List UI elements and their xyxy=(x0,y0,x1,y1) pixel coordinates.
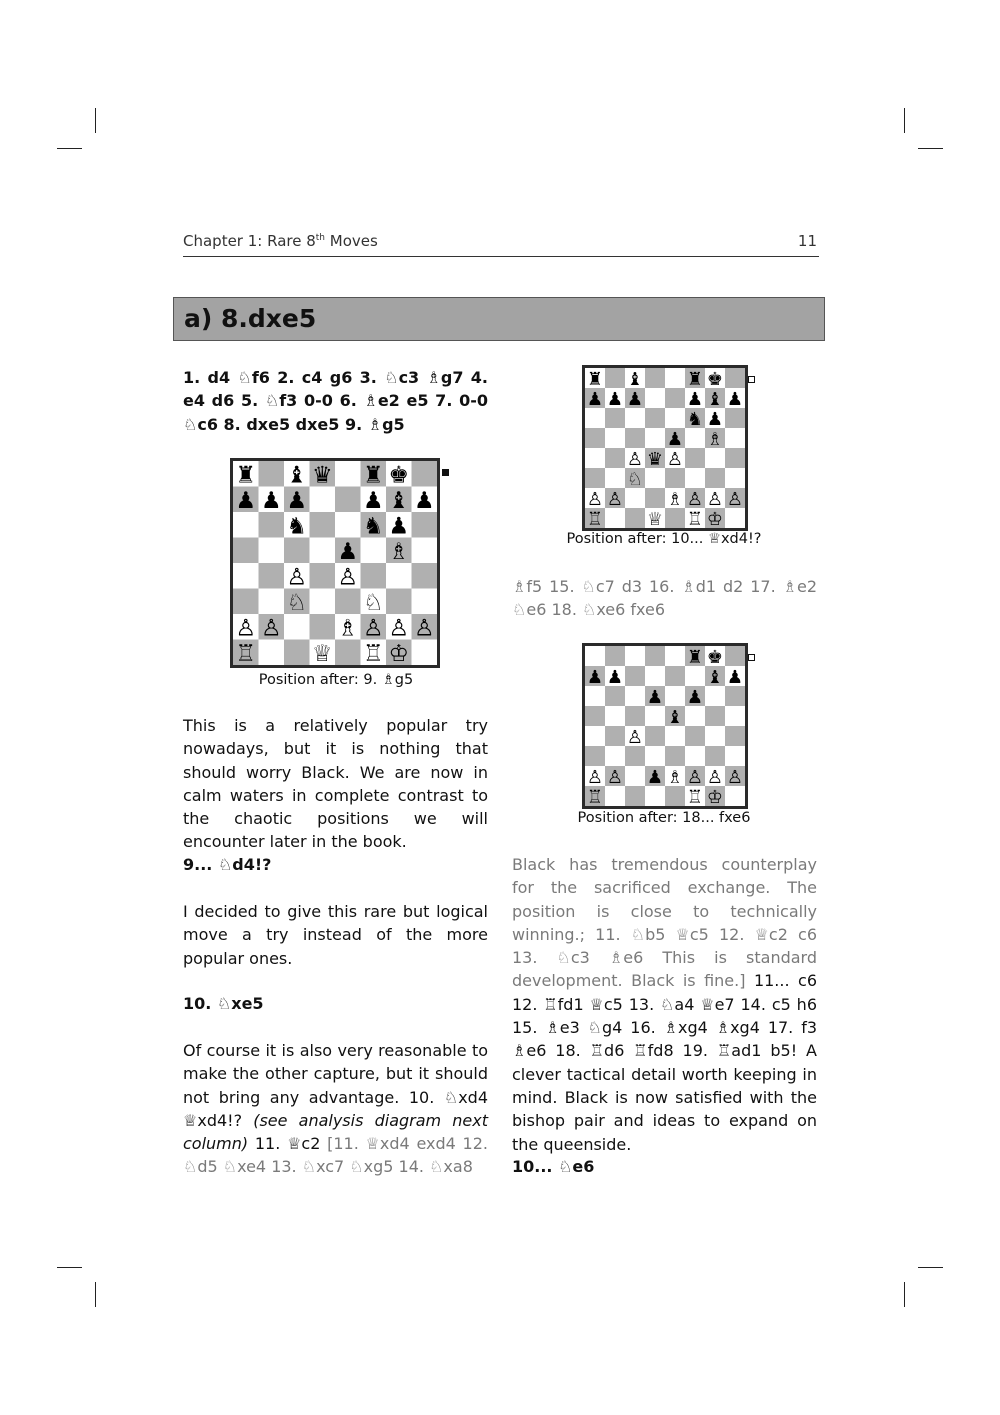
white-bishop-piece: ♗ xyxy=(388,538,410,565)
board-square xyxy=(233,563,259,589)
black-pawn-piece: ♟ xyxy=(260,487,282,514)
chess-diagram-2 xyxy=(582,365,748,531)
black-pawn-piece: ♟ xyxy=(646,766,664,788)
white-rook-piece: ♖ xyxy=(686,786,704,806)
board-square xyxy=(605,428,625,448)
white-knight-piece: ♘ xyxy=(626,468,644,490)
black-pawn-piece: ♟ xyxy=(413,487,435,514)
crop-mark xyxy=(57,1267,82,1268)
black-rook-piece: ♜ xyxy=(586,368,604,390)
white-rook-piece: ♖ xyxy=(362,640,384,665)
board-square xyxy=(605,686,625,706)
board-square xyxy=(665,726,685,746)
black-pawn-piece: ♟ xyxy=(337,538,359,565)
white-pawn-piece: ♙ xyxy=(686,488,704,510)
board-square xyxy=(605,786,625,806)
board-square xyxy=(259,589,285,615)
black-to-move-marker xyxy=(442,469,449,476)
board-square xyxy=(585,428,605,448)
white-rook-piece: ♖ xyxy=(586,508,604,528)
black-pawn-piece: ♟ xyxy=(586,388,604,410)
board-square xyxy=(685,448,705,468)
board-square xyxy=(605,646,625,666)
board-square xyxy=(310,538,336,564)
white-pawn-piece: ♙ xyxy=(726,488,744,510)
black-bishop-piece: ♝ xyxy=(706,666,724,688)
board-square xyxy=(259,640,285,666)
white-pawn-piece: ♙ xyxy=(606,766,624,788)
board-square xyxy=(645,408,665,428)
board-square xyxy=(259,461,285,487)
crop-mark xyxy=(95,108,96,133)
board-square xyxy=(685,726,705,746)
board-square xyxy=(665,468,685,488)
move-heading-10: 10. ♘xe5 xyxy=(183,994,264,1013)
black-pawn-piece: ♟ xyxy=(606,388,624,410)
diagram-caption-1: Position after: 9. ♗g5 xyxy=(258,672,414,688)
board-square xyxy=(725,706,745,726)
black-knight-piece: ♞ xyxy=(286,513,308,540)
crop-mark xyxy=(918,148,943,149)
board-square xyxy=(605,706,625,726)
board-square xyxy=(705,726,725,746)
board-square xyxy=(645,706,665,726)
crop-mark xyxy=(57,148,82,149)
white-rook-piece: ♖ xyxy=(586,786,604,806)
board-square xyxy=(645,666,665,686)
white-knight-piece: ♘ xyxy=(286,589,308,616)
board-square xyxy=(725,686,745,706)
board-square xyxy=(412,538,438,564)
board-square xyxy=(705,448,725,468)
move-heading-9: 9... ♘d4!? xyxy=(183,855,272,874)
board-square xyxy=(310,589,336,615)
black-pawn-piece: ♟ xyxy=(606,666,624,688)
board-square xyxy=(645,746,665,766)
white-rook-piece: ♖ xyxy=(686,508,704,528)
board-square xyxy=(259,512,285,538)
board-square xyxy=(725,428,745,448)
intro-moves: 1. d4 ♘f6 2. c4 g6 3. ♘c3 ♗g7 4. e4 d6 5. ♘f3 0-0 6. ♗e2 e5 7. 0-0 ♘c6 8. dxe5 dxe5 9. ♗g5 xyxy=(183,368,488,434)
board-square xyxy=(625,706,645,726)
board-square xyxy=(605,408,625,428)
white-pawn-piece: ♙ xyxy=(726,766,744,788)
analysis-variation: [11. ♕xd4 exd4 12. ♘d5 ♘xe4 13. ♘xc7 ♘xg5 14. ♘xa8 xyxy=(183,1134,488,1177)
white-king-piece: ♔ xyxy=(706,786,724,806)
board-square xyxy=(685,428,705,448)
board-square xyxy=(259,538,285,564)
board-square xyxy=(725,448,745,468)
board-square xyxy=(645,488,665,508)
black-rook-piece: ♜ xyxy=(686,368,704,390)
black-queen-piece: ♛ xyxy=(311,462,333,489)
board-square xyxy=(665,388,685,408)
white-bishop-piece: ♗ xyxy=(706,428,724,450)
black-rook-piece: ♜ xyxy=(235,462,257,489)
board-square xyxy=(284,614,310,640)
white-queen-piece: ♕ xyxy=(646,508,664,528)
board-square xyxy=(665,408,685,428)
board-square xyxy=(725,786,745,806)
board-square xyxy=(725,368,745,388)
section-title: a) 8.dxe5 xyxy=(184,304,317,333)
white-pawn-piece: ♙ xyxy=(337,564,359,591)
paragraph-move9: I decided to give this rare but logical move a try instead of the more popular ones. xyxy=(183,902,488,968)
black-queen-piece: ♛ xyxy=(646,448,664,470)
black-pawn-piece: ♟ xyxy=(686,388,704,410)
board-square xyxy=(665,508,685,528)
board-square xyxy=(645,388,665,408)
white-pawn-piece: ♙ xyxy=(666,448,684,470)
paragraph-intro: This is a relatively popular try nowadays, but it is nothing that should worry Black. We are now in calm waters in complete contrast to the chaotic positions we will encounter later in the book. xyxy=(183,716,488,852)
white-pawn-piece: ♙ xyxy=(388,615,410,642)
board-square xyxy=(310,512,336,538)
diagram-caption-2: Position after: 10... ♕xd4!? xyxy=(566,531,762,547)
board-square xyxy=(645,428,665,448)
board-square xyxy=(310,614,336,640)
board-square xyxy=(625,766,645,786)
black-knight-piece: ♞ xyxy=(686,408,704,430)
white-pawn-piece: ♙ xyxy=(626,726,644,748)
white-to-move-marker xyxy=(748,654,755,661)
black-pawn-piece: ♟ xyxy=(666,428,684,450)
black-bishop-piece: ♝ xyxy=(706,388,724,410)
board-square xyxy=(685,666,705,686)
board-square xyxy=(645,726,665,746)
analysis-main: Of course it is also very reasonable to make the other capture, but it should not bring any advantage. 10. ♘xd4 ♕xd4!? xyxy=(183,1041,488,1130)
board-square xyxy=(310,487,336,513)
board-square xyxy=(233,538,259,564)
white-pawn-piece: ♙ xyxy=(413,615,435,642)
black-bishop-piece: ♝ xyxy=(286,462,308,489)
board-square xyxy=(233,589,259,615)
black-bishop-piece: ♝ xyxy=(388,487,410,514)
paragraph-analysis xyxy=(512,853,817,1156)
board-square xyxy=(645,468,665,488)
white-pawn-piece: ♙ xyxy=(260,615,282,642)
board-square xyxy=(705,686,725,706)
paragraph-move10 xyxy=(183,1039,488,1179)
board-square xyxy=(725,508,745,528)
board-square xyxy=(310,563,336,589)
board-square xyxy=(412,589,438,615)
crop-mark xyxy=(904,1282,905,1307)
white-pawn-piece: ♙ xyxy=(606,488,624,510)
board-square xyxy=(386,563,412,589)
white-pawn-piece: ♙ xyxy=(286,564,308,591)
chess-diagram-3 xyxy=(582,643,748,809)
running-header xyxy=(183,228,819,257)
analysis-move: 11. ♕c2 xyxy=(248,1134,328,1154)
board-square xyxy=(725,468,745,488)
board-square xyxy=(335,640,361,666)
board-square xyxy=(335,512,361,538)
black-pawn-piece: ♟ xyxy=(362,487,384,514)
chessboard xyxy=(585,646,745,806)
board-square xyxy=(645,368,665,388)
move-heading-10b: 10... ♘e6 xyxy=(512,1157,595,1176)
board-square xyxy=(605,468,625,488)
board-square xyxy=(725,726,745,746)
analysis-note: (see analysis diagram next column) xyxy=(183,1110,489,1154)
board-square xyxy=(585,646,605,666)
board-square xyxy=(386,589,412,615)
board-square xyxy=(665,746,685,766)
board-square xyxy=(685,468,705,488)
board-square xyxy=(585,468,605,488)
board-square xyxy=(625,408,645,428)
board-square xyxy=(259,563,285,589)
board-square xyxy=(685,746,705,766)
crop-mark xyxy=(95,1282,96,1307)
crop-mark xyxy=(918,1267,943,1268)
board-square xyxy=(412,461,438,487)
chessboard xyxy=(585,368,745,528)
white-knight-piece: ♘ xyxy=(362,589,384,616)
white-king-piece: ♔ xyxy=(388,640,410,665)
board-square xyxy=(284,640,310,666)
board-square xyxy=(685,706,705,726)
board-square xyxy=(705,706,725,726)
board-square xyxy=(625,508,645,528)
white-bishop-piece: ♗ xyxy=(337,615,359,642)
board-square xyxy=(335,589,361,615)
white-pawn-piece: ♙ xyxy=(686,766,704,788)
chessboard xyxy=(233,461,437,665)
white-pawn-piece: ♙ xyxy=(706,766,724,788)
board-square xyxy=(625,646,645,666)
board-square xyxy=(625,488,645,508)
board-square xyxy=(412,563,438,589)
white-pawn-piece: ♙ xyxy=(362,615,384,642)
black-pawn-piece: ♟ xyxy=(388,513,410,540)
white-pawn-piece: ♙ xyxy=(706,488,724,510)
board-square xyxy=(605,368,625,388)
black-pawn-piece: ♟ xyxy=(686,686,704,708)
board-square xyxy=(625,746,645,766)
black-pawn-piece: ♟ xyxy=(235,487,257,514)
black-knight-piece: ♞ xyxy=(362,513,384,540)
board-square xyxy=(665,368,685,388)
board-square xyxy=(665,666,685,686)
board-square xyxy=(625,428,645,448)
board-square xyxy=(335,487,361,513)
board-square xyxy=(585,448,605,468)
board-square xyxy=(705,468,725,488)
board-square xyxy=(625,666,645,686)
page-number: 11 xyxy=(797,232,817,250)
board-square xyxy=(665,646,685,666)
white-to-move-marker xyxy=(748,376,755,383)
board-square xyxy=(645,786,665,806)
board-square xyxy=(625,686,645,706)
board-square xyxy=(361,563,387,589)
board-square xyxy=(725,746,745,766)
chapter-title: Chapter 1: Rare 8th Moves xyxy=(183,232,378,250)
board-square xyxy=(605,508,625,528)
board-square xyxy=(585,706,605,726)
board-square xyxy=(665,686,685,706)
white-pawn-piece: ♙ xyxy=(586,488,604,510)
board-square xyxy=(605,448,625,468)
white-bishop-piece: ♗ xyxy=(666,488,684,510)
white-queen-piece: ♕ xyxy=(311,640,333,665)
black-pawn-piece: ♟ xyxy=(626,388,644,410)
board-square xyxy=(665,786,685,806)
white-king-piece: ♔ xyxy=(706,508,724,528)
board-square xyxy=(412,640,438,666)
board-square xyxy=(705,746,725,766)
black-king-piece: ♚ xyxy=(706,368,724,390)
board-square xyxy=(233,512,259,538)
black-pawn-piece: ♟ xyxy=(286,487,308,514)
analysis-grey-text: Black has tremendous counterplay for the sacrificed exchange. The position is close to technically winning.; 11. ♘b5 ♕c5 12. ♕c2 c6 13. ♘c3 ♗e6 This is standard development. Black is fine.] xyxy=(512,855,817,991)
black-pawn-piece: ♟ xyxy=(646,686,664,708)
black-king-piece: ♚ xyxy=(706,646,724,668)
board-square xyxy=(645,646,665,666)
board-square xyxy=(335,461,361,487)
black-rook-piece: ♜ xyxy=(362,462,384,489)
black-pawn-piece: ♟ xyxy=(726,388,744,410)
board-square xyxy=(284,538,310,564)
black-pawn-piece: ♟ xyxy=(706,408,724,430)
crop-mark xyxy=(904,108,905,133)
board-square xyxy=(585,686,605,706)
board-square xyxy=(725,408,745,428)
analysis-main-line: 11... c6 12. ♖fd1 ♕c5 13. ♘a4 ♕e7 14. c5 h6 15. ♗e3 ♘g4 16. ♗xg4 ♗xg4 17. f3 ♗e6 18. ♖d6 ♖fd8 19. ♖ad1 b5! A clever tactical detail worth keeping in mind. Black is now satisfied with the bishop pair and ideas to expand on the queenside. xyxy=(512,971,817,1154)
black-bishop-piece: ♝ xyxy=(626,368,644,390)
diagram-caption-3: Position after: 18... fxe6 xyxy=(577,810,751,826)
black-king-piece: ♚ xyxy=(388,462,410,489)
board-square xyxy=(725,646,745,666)
board-square xyxy=(625,786,645,806)
chess-diagram-1 xyxy=(230,458,440,668)
variation-continuation: ♗f5 15. ♘c7 d3 16. ♗d1 d2 17. ♗e2 ♘e6 18. ♘xe6 fxe6 xyxy=(512,577,817,620)
board-square xyxy=(412,512,438,538)
board-square xyxy=(585,746,605,766)
section-heading xyxy=(173,297,825,341)
white-pawn-piece: ♙ xyxy=(626,448,644,470)
black-pawn-piece: ♟ xyxy=(726,666,744,688)
black-rook-piece: ♜ xyxy=(686,646,704,668)
white-pawn-piece: ♙ xyxy=(586,766,604,788)
board-square xyxy=(605,726,625,746)
board-square xyxy=(585,408,605,428)
board-square xyxy=(585,726,605,746)
white-pawn-piece: ♙ xyxy=(235,615,257,642)
board-square xyxy=(361,538,387,564)
board-square xyxy=(605,746,625,766)
black-pawn-piece: ♟ xyxy=(586,666,604,688)
black-bishop-piece: ♝ xyxy=(666,706,684,728)
white-bishop-piece: ♗ xyxy=(666,766,684,788)
white-rook-piece: ♖ xyxy=(235,640,257,665)
